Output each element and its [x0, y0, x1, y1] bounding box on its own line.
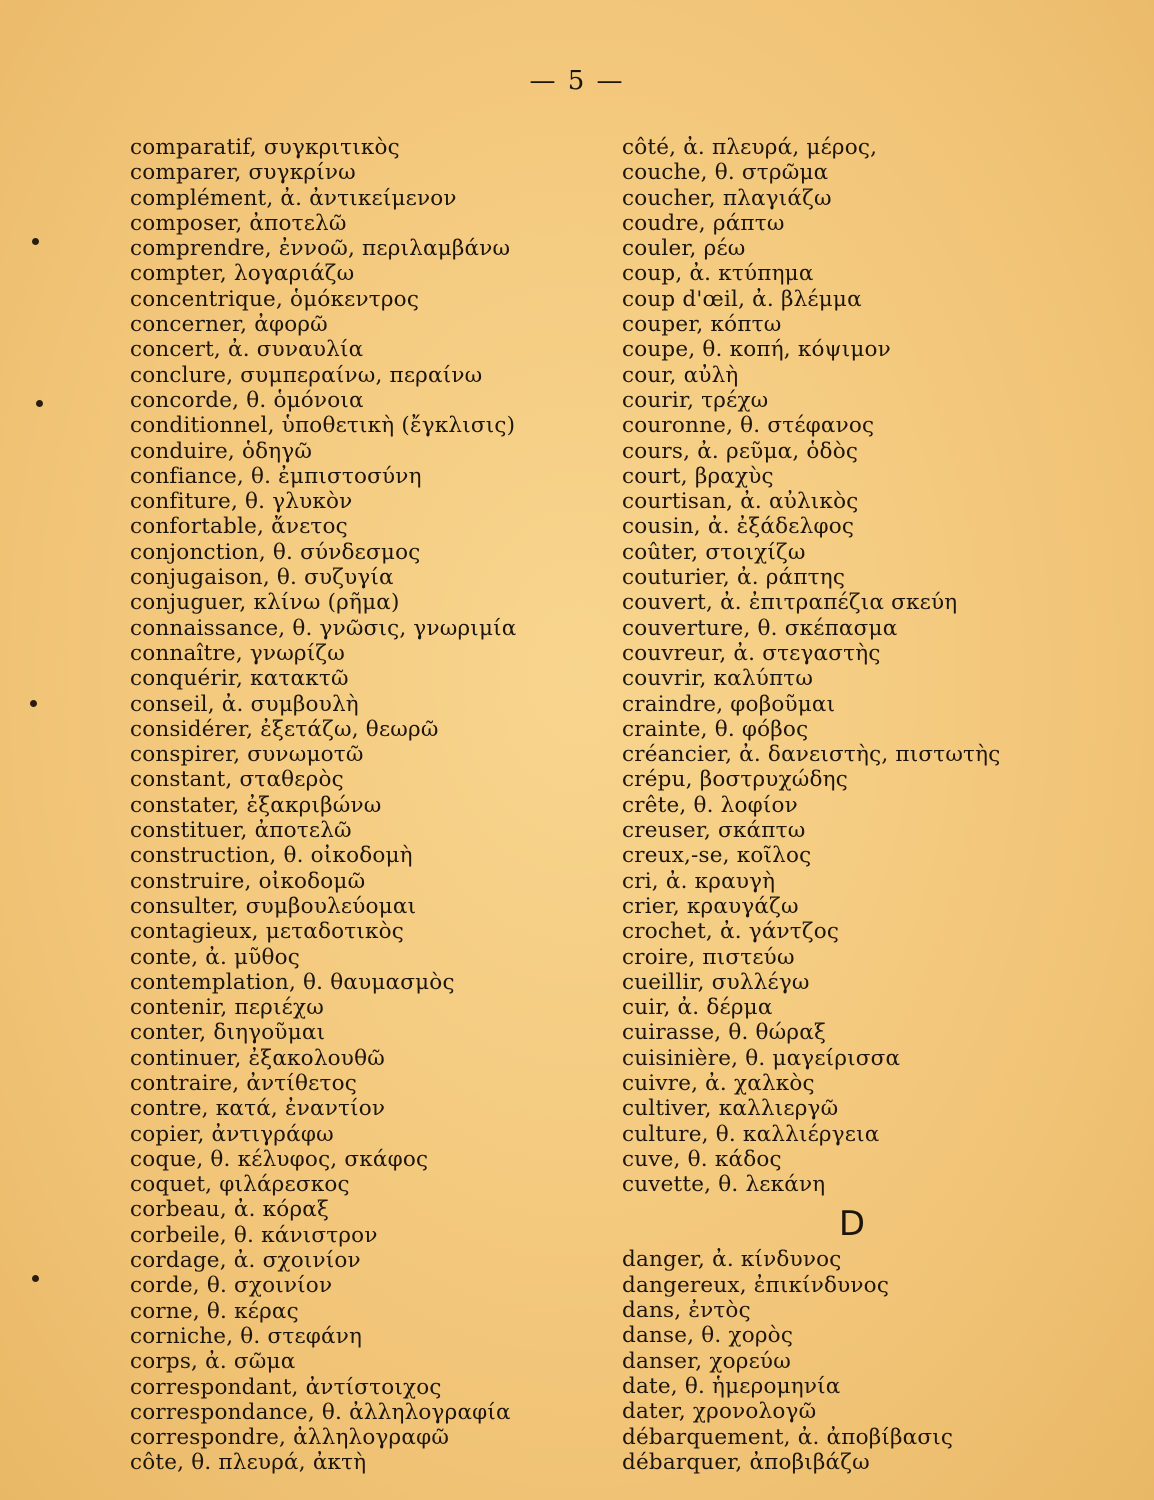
dictionary-entry: danger, ἀ. κίνδυνος	[622, 1247, 842, 1273]
margin-mark	[30, 700, 37, 707]
dictionary-entry: coudre, ράπτω	[622, 210, 785, 236]
dictionary-entry: coque, θ. κέλυφος, σκάφος	[130, 1146, 429, 1172]
right-column	[622, 135, 1042, 1475]
dictionary-entry: creuser, σκάπτω	[622, 818, 806, 844]
dictionary-entry: côté, ἀ. πλευρά, μέρος,	[622, 135, 878, 160]
dictionary-entry: comprendre, ἐννοῶ, περιλαμβάνω	[130, 236, 511, 262]
dictionary-entry: conjonction, θ. σύνδεσμος	[130, 539, 421, 565]
dictionary-entry: côte, θ. πλευρά, ἀκτὴ	[130, 1450, 367, 1476]
margin-mark	[36, 400, 43, 407]
dictionary-entry: confiance, θ. ἐμπιστοσύνη	[130, 463, 422, 489]
dictionary-entry: craindre, φοβοῦμαι	[622, 691, 836, 717]
section-letter-heading: D	[838, 1204, 866, 1245]
dictionary-entry: crier, κραυγάζω	[622, 893, 799, 919]
dictionary-entry: court, βραχὺς	[622, 463, 774, 489]
dictionary-entry: coûter, στοιχίζω	[622, 539, 806, 565]
dictionary-entry: crête, θ. λοφίον	[622, 792, 798, 818]
dictionary-entry: cordage, ἀ. σχοινίον	[130, 1248, 361, 1274]
dictionary-entry: concentrique, ὁμόκεντρος	[130, 286, 420, 312]
margin-mark	[32, 238, 39, 245]
dictionary-entry: composer, ἀποτελῶ	[130, 210, 347, 236]
dictionary-entry: connaître, γνωρίζω	[130, 640, 345, 666]
dictionary-entry: cuivre, ἀ. χαλκὸς	[622, 1070, 815, 1096]
dictionary-entry: correspondant, ἀντίστοιχος	[130, 1374, 442, 1400]
dictionary-entry: considérer, ἐξετάζω, θεωρῶ	[130, 716, 439, 742]
dictionary-entry: dangereux, ἐπικίνδυνος	[622, 1272, 890, 1298]
dictionary-entry: conquérir, κατακτῶ	[130, 666, 349, 692]
dictionary-entry: contemplation, θ. θαυμασμὸς	[130, 969, 455, 995]
dictionary-entry: copier, ἀντιγράφω	[130, 1121, 334, 1147]
dictionary-entry: débarquer, ἀποβιβάζω	[622, 1449, 870, 1475]
dictionary-entry: conduire, ὁδηγῶ	[130, 438, 313, 464]
dictionary-entry: corbeile, θ. κάνιστρον	[130, 1222, 378, 1248]
dictionary-entry: cuvette, θ. λεκάνη	[622, 1172, 826, 1198]
dictionary-entry: dater, χρονολογῶ	[622, 1399, 817, 1425]
dictionary-entry: courtisan, ἀ. αὐλικὸς	[622, 489, 859, 515]
dictionary-entry: creux,-se, κοῖλος	[622, 843, 812, 869]
dictionary-entry: couvert, ἀ. ἐπιτραπέζια σκεύη	[622, 590, 958, 616]
dictionary-entry: courir, τρέχω	[622, 387, 769, 413]
dictionary-entry: corde, θ. σχοινίον	[130, 1273, 333, 1299]
dictionary-entry: coupe, θ. κοπή, κόψιμον	[622, 337, 891, 363]
dictionary-entry: compter, λογαριάζω	[130, 261, 355, 287]
dictionary-entry: confortable, ἄνετος	[130, 514, 348, 540]
dictionary-entry: cousin, ἀ. ἐξάδελφος	[622, 514, 855, 540]
dictionary-entry: conter, διηγοῦμαι	[130, 1020, 326, 1046]
dictionary-entry: correspondance, θ. ἀλληλογραφία	[130, 1399, 511, 1425]
dictionary-entry: date, θ. ἡμερομηνία	[622, 1373, 841, 1399]
right-column-d-entries	[622, 1247, 1042, 1475]
dictionary-entry: corne, θ. κέρας	[130, 1298, 299, 1324]
dictionary-entry: crépu, βοστρυχώδης	[622, 767, 849, 793]
dictionary-entry: coup d'œil, ἀ. βλέμμα	[622, 286, 862, 312]
dictionary-entry: couler, ρέω	[622, 236, 746, 262]
dictionary-entry: conspirer, συνωμοτῶ	[130, 742, 364, 768]
dictionary-entry: conditionnel, ὑποθετικὴ (ἔγκλισις)	[130, 413, 516, 439]
dictionary-entry: cours, ἀ. ρεῦμα, ὁδὸς	[622, 438, 859, 464]
right-column-c-entries	[622, 135, 1042, 1197]
dictionary-entry: conseil, ἀ. συμβουλὴ	[130, 691, 359, 717]
dictionary-entry: conjuguer, κλίνω (ρῆμα)	[130, 590, 400, 616]
dictionary-entry: coquet, φιλάρεσκος	[130, 1172, 350, 1198]
dictionary-entry: couper, κόπτω	[622, 312, 782, 338]
dictionary-entry: construction, θ. οἰκοδομὴ	[130, 843, 413, 869]
dictionary-entry: cuisinière, θ. μαγείρισσα	[622, 1045, 901, 1071]
left-column	[130, 135, 600, 1476]
dictionary-entry: constater, ἐξακριβώνω	[130, 792, 382, 818]
dictionary-entry: corps, ἀ. σῶμα	[130, 1349, 296, 1375]
dictionary-entry: culture, θ. καλλιέργεια	[622, 1121, 880, 1147]
dictionary-entry: cour, αὐλὴ	[622, 362, 739, 388]
dictionary-entry: croire, πιστεύω	[622, 944, 795, 970]
dictionary-entry: crainte, θ. φόβος	[622, 716, 809, 742]
dictionary-entry: contre, κατά, ἐναντίον	[130, 1096, 386, 1122]
dictionary-entry: conjugaison, θ. συζυγία	[130, 565, 394, 591]
dictionary-entry: couturier, ἀ. ράπτης	[622, 565, 846, 591]
dictionary-entry: complément, ἀ. ἀντικείμενον	[130, 185, 457, 211]
dictionary-entry: construire, οἰκοδομῶ	[130, 868, 366, 894]
dictionary-entry: contenir, περιέχω	[130, 995, 324, 1021]
dictionary-entry: couvreur, ἀ. στεγαστὴς	[622, 640, 881, 666]
dictionary-entry: comparer, συγκρίνω	[130, 160, 356, 186]
dictionary-entry: constant, σταθερὸς	[130, 767, 344, 793]
margin-mark	[32, 1275, 39, 1282]
dictionary-entry: coucher, πλαγιάζω	[622, 185, 832, 211]
dictionary-entry: comparatif, συγκριτικὸς	[130, 135, 400, 160]
dictionary-entry: crochet, ἀ. γάντζος	[622, 919, 840, 945]
dictionary-entry: contraire, ἀντίθετος	[130, 1070, 357, 1096]
dictionary-entry: cultiver, καλλιεργῶ	[622, 1096, 839, 1122]
dictionary-entry: couverture, θ. σκέπασμα	[622, 615, 898, 641]
dictionary-entry: danser, χορεύω	[622, 1348, 791, 1374]
dictionary-entry: créancier, ἀ. δανειστὴς, πιστωτὴς	[622, 742, 1001, 768]
dictionary-entry: couche, θ. στρῶμα	[622, 160, 829, 186]
dictionary-entry: cuve, θ. κάδος	[622, 1146, 782, 1172]
page-number: — 5 —	[529, 66, 625, 96]
dictionary-entry: concerner, ἀφορῶ	[130, 312, 328, 338]
dictionary-entry: connaissance, θ. γνῶσις, γνωριμία	[130, 615, 517, 641]
dictionary-entry: correspondre, ἀλληλογραφῶ	[130, 1425, 450, 1451]
dictionary-entry: concorde, θ. ὁμόνοια	[130, 387, 364, 413]
dictionary-entry: corniche, θ. στεφάνη	[130, 1323, 363, 1349]
dictionary-entry: consulter, συμβουλεύομαι	[130, 893, 417, 919]
dictionary-entry: concert, ἀ. συναυλία	[130, 337, 364, 363]
dictionary-entry: couvrir, καλύπτω	[622, 666, 814, 692]
dictionary-entry: conte, ἀ. μῦθος	[130, 944, 301, 970]
dictionary-entry: cueillir, συλλέγω	[622, 969, 810, 995]
dictionary-entry: couronne, θ. στέφανος	[622, 413, 875, 439]
dictionary-entry: coup, ἀ. κτύπημα	[622, 261, 814, 287]
dictionary-entry: corbeau, ἀ. κόραξ	[130, 1197, 330, 1223]
dictionary-entry: cri, ἀ. κραυγὴ	[622, 868, 776, 894]
dictionary-entry: débarquement, ἀ. ἀποβίβασις	[622, 1424, 954, 1450]
dictionary-entry: constituer, ἀποτελῶ	[130, 818, 352, 844]
dictionary-entry: continuer, ἐξακολουθῶ	[130, 1045, 385, 1071]
dictionary-entry: cuirasse, θ. θώραξ	[622, 1020, 827, 1046]
dictionary-entry: confiture, θ. γλυκὸν	[130, 489, 353, 515]
dictionary-entry: dans, ἐντὸς	[622, 1298, 751, 1324]
dictionary-entry: contagieux, μεταδοτικὸς	[130, 919, 405, 945]
dictionary-entry: danse, θ. χορὸς	[622, 1323, 794, 1349]
dictionary-entry: conclure, συμπεραίνω, περαίνω	[130, 362, 483, 388]
dictionary-entry: cuir, ἀ. δέρμα	[622, 995, 773, 1021]
